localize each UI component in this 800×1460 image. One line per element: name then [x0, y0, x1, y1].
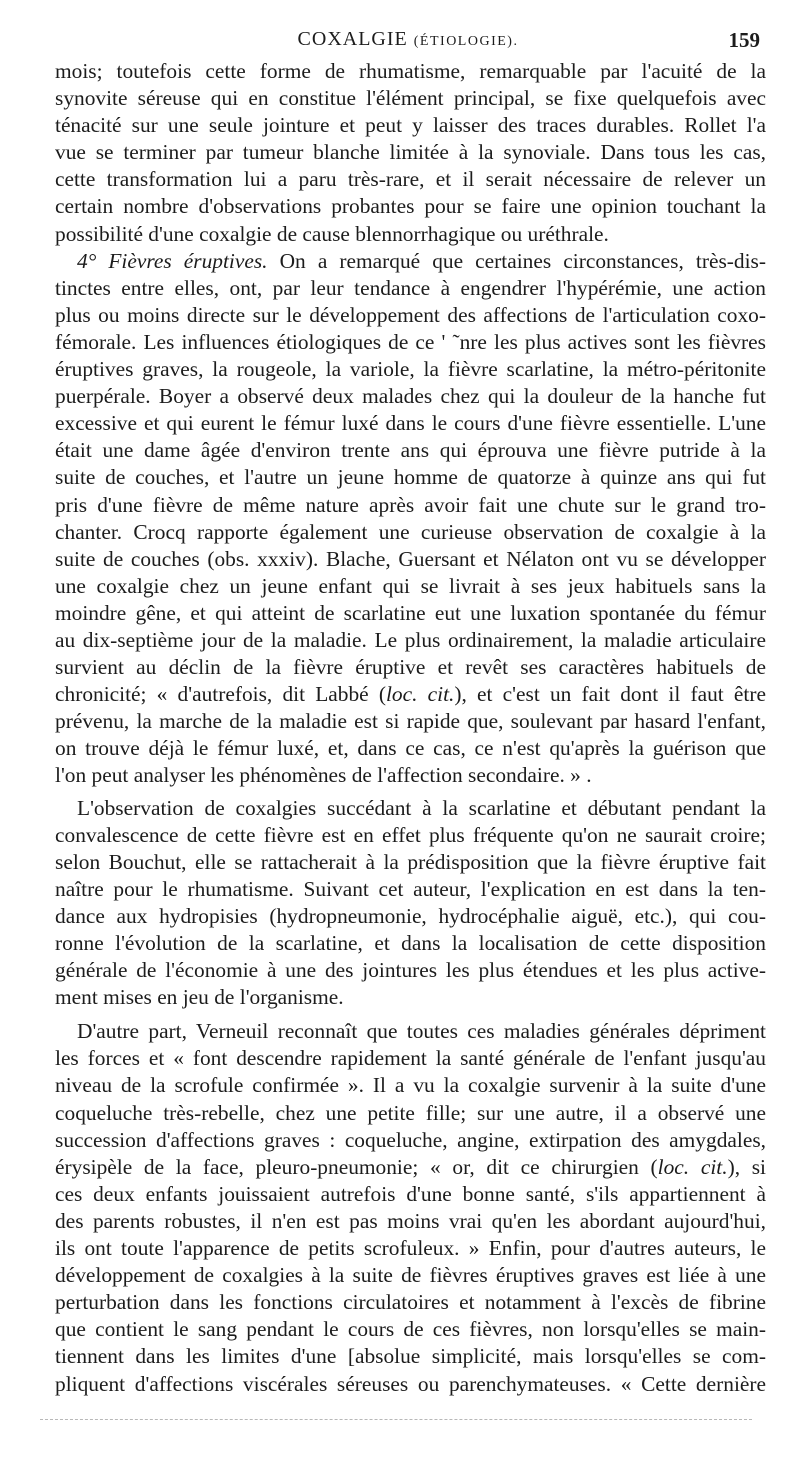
text-line: pris d'une fièvre de même nature après avoir fait une chute sur le grand tro-	[55, 492, 766, 517]
text-line: succession d'affections graves : coqueluche, angine, extirpation des amygdales,	[55, 1127, 766, 1152]
text-line: convalescence de cette fièvre est en effet plus fréquente qu'on ne saurait croire;	[55, 822, 766, 847]
text-line: que contient le sang pendant le cours de ces fièvres, non lorsqu'elles se main-	[55, 1317, 766, 1342]
text-line: ces deux enfants jouissaient autrefois d'une bonne santé, s'ils appartiennent à	[55, 1181, 766, 1206]
paragraph	[55, 58, 766, 248]
text-run: On a remarqué que certaines circonstances, très-dis-	[279, 248, 766, 273]
text-line: pliquent d'affections viscérales séreuses ou parenchymateuses. « Cette dernière	[55, 1371, 766, 1396]
text-line: était une dame âgée d'environ trente ans qui éprouva une fièvre putride à la	[55, 438, 766, 463]
running-head	[56, 28, 760, 51]
footer-rule	[40, 1419, 752, 1420]
text-line: chronicité; « d'autrefois, dit Labbé (loc. cit.), et c'est un fait dont il faut être	[55, 682, 766, 707]
text-line: synovite séreuse qui en constitue l'élément principal, se fixe quelquefois avec	[55, 86, 766, 111]
text-line: des parents robustes, il n'en est pas moins vrai qu'en les abordant aujourd'hui,	[55, 1208, 766, 1233]
text-line: ténacité sur une seule jointure et peut y laisser des traces durables. Rollet l'a	[55, 113, 766, 138]
text-line: érysipèle de la face, pleuro-pneumonie; « or, dit ce chirurgien (loc. cit.), si	[55, 1154, 766, 1179]
text-line: développement de coxalgies à la suite de fièvres éruptives graves est liée à une	[55, 1263, 766, 1288]
text-line: coqueluche très-rebelle, chez une petite fille; sur une autre, il a observé une	[55, 1100, 766, 1125]
running-header	[56, 28, 760, 58]
text-line: vue se terminer par tumeur blanche limitée à la synoviale. Dans tous les cas,	[55, 140, 766, 165]
text-line: au dix-septième jour de la maladie. Le plus ordinairement, la maladie articulaire	[55, 627, 766, 652]
text-line: naître pour le rhumatisme. Suivant cet auteur, l'explication en est dans la ten-	[55, 876, 766, 901]
text-line: suite de couches, et l'autre un jeune homme de quatorze à quinze ans qui fut	[55, 465, 766, 490]
paragraph	[55, 795, 766, 1012]
text-line	[55, 248, 766, 275]
text-line: survient au déclin de la fièvre éruptive et revêt ses caractères habituels de	[55, 655, 766, 680]
body-text	[55, 58, 766, 1398]
text-line: ronne l'évolution de la scarlatine, et dans la localisation de cette disposition	[55, 931, 766, 955]
running-head-subtitle: (ÉTIOLOGIE).	[413, 34, 519, 49]
text-line: cette transformation lui a paru très-rare, et il serait nécessaire de relever un	[55, 167, 766, 192]
text-line: possibilité d'une coxalgie de cause blennorrhagique ou uréthrale.	[55, 221, 609, 246]
text-line: éruptives graves, la rougeole, la variole, la fièvre scarlatine, la métro-péritonite	[55, 357, 766, 382]
text-line: prévenu, la marche de la maladie est si rapide que, soulevant par hasard l'enfant,	[55, 709, 766, 734]
paragraph	[55, 1018, 766, 1397]
text-line: ils ont toute l'apparence de petits scrofuleux. » Enfin, pour d'autres auteurs, le	[55, 1236, 766, 1261]
text-line: on trouve déjà le fémur luxé, et, dans ce cas, ce n'est qu'après la guérison que	[55, 736, 766, 761]
paragraph	[55, 248, 766, 790]
text-line: tiennent dans les limites d'une [absolue simplicité, mais lorsqu'elles se com-	[55, 1344, 766, 1369]
text-line: certain nombre d'observations probantes pour se faire une opinion touchant la	[55, 194, 766, 219]
text-line: les forces et « font descendre rapidement la santé générale de l'enfant jusqu'au	[55, 1046, 766, 1071]
text-line: l'on peut analyser les phénomènes de l'affection secondaire. » .	[55, 763, 592, 788]
text-line: dance aux hydropisies (hydropneumonie, hydrocéphalie aiguë, etc.), qui cou-	[55, 903, 766, 928]
text-line: D'autre part, Verneuil reconnaît que toutes ces maladies générales dépriment	[77, 1019, 766, 1044]
text-line: niveau de la scrofule confirmée ». Il a vu la coxalgie survenir à la suite d'une	[55, 1073, 766, 1098]
text-line: plus ou moins directe sur le développement des affections de l'articulation coxo-	[55, 302, 766, 327]
text-line: moindre gêne, et qui atteint de scarlatine eut une luxation spontanée du fémur	[55, 600, 766, 625]
page-number: 159	[728, 28, 760, 52]
section-heading: 4° Fièvres éruptives.	[77, 248, 268, 273]
text-line: chanter. Crocq rapporte également une curieuse observation de coxalgie à la	[55, 519, 766, 544]
text-line: générale de l'économie à une des jointures les plus étendues et les plus active-	[55, 958, 766, 983]
text-line: ment mises en jeu de l'organisme.	[55, 985, 344, 1010]
text-line: tinctes entre elles, ont, par leur tendance à engendrer l'hypérémie, une action	[55, 275, 766, 300]
text-line: une coxalgie chez un jeune enfant qui se livrait à ses jeux habituels sans la	[55, 573, 766, 598]
text-line: perturbation dans les fonctions circulatoires et notamment à l'excès de fibrine	[55, 1290, 766, 1315]
text-line: puerpérale. Boyer a observé deux malades chez qui la douleur de la hanche fut	[55, 384, 766, 409]
text-line: mois; toutefois cette forme de rhumatisme, remarquable par l'acuité de la	[55, 59, 766, 83]
text-line: selon Bouchut, elle se rattacherait à la prédisposition que la fièvre éruptive fait	[55, 849, 766, 874]
text-line: excessive et qui eurent le fémur luxé dans le cours d'une fièvre essentielle. L'une	[55, 411, 766, 436]
text-line: L'observation de coxalgies succédant à la scarlatine et débutant pendant la	[77, 795, 766, 820]
text-line: suite de couches (obs. xxxiv). Blache, Guersant et Nélaton ont vu se développer	[55, 546, 766, 571]
text-line: fémorale. Les influences étiologiques de ce ' ˜nre les plus actives sont les fièvres	[55, 329, 766, 354]
running-head-title: COXALGIE	[297, 28, 408, 50]
